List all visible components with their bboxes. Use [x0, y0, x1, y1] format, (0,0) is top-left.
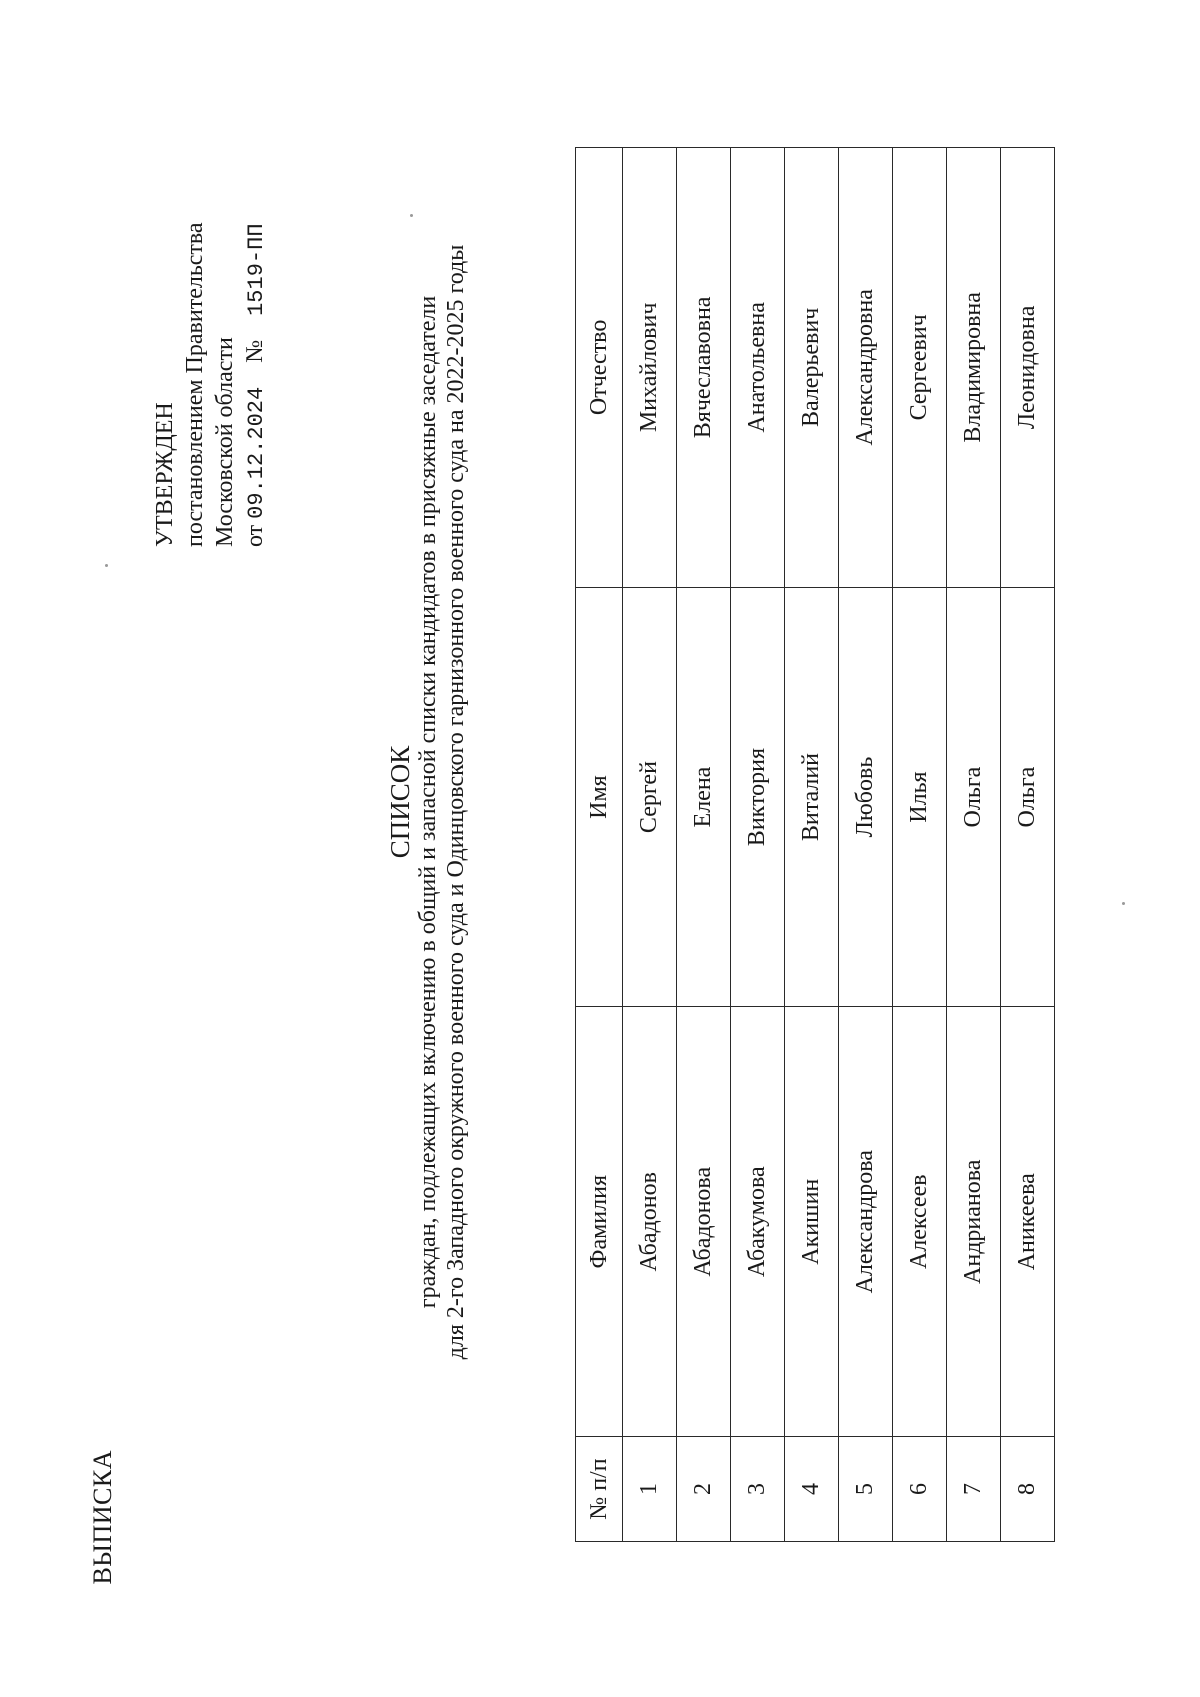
scan-speck — [410, 214, 413, 217]
scan-speck — [1122, 902, 1125, 905]
cell-patronymic: Валерьевич — [785, 148, 839, 588]
cell-surname: Алексеев — [893, 1007, 947, 1437]
table-row — [893, 148, 947, 1542]
table-row — [1001, 148, 1055, 1542]
approval-line-date-number — [240, 222, 272, 547]
cell-patronymic: Сергеевич — [893, 148, 947, 588]
cell-number: 5 — [839, 1437, 893, 1542]
cell-surname: Абадонов — [623, 1007, 677, 1437]
cell-name: Ольга — [1001, 587, 1055, 1007]
cell-name: Илья — [893, 587, 947, 1007]
table-row — [623, 148, 677, 1542]
cell-number: 4 — [785, 1437, 839, 1542]
approval-number-sign: № — [242, 339, 268, 363]
cell-patronymic: Михайлович — [623, 148, 677, 588]
cell-name: Ольга — [947, 587, 1001, 1007]
list-subtitle-line-1: граждан, подлежащих включению в общий и запасной списки кандидатов в присяжные заседатели — [415, 295, 441, 1309]
cell-number: 8 — [1001, 1437, 1055, 1542]
approval-line-issuer: постановлением Правительства — [182, 222, 208, 547]
list-heading — [386, 157, 470, 1447]
approval-number: 1519-ПП — [244, 223, 269, 316]
header-number: № п/п — [576, 1437, 623, 1542]
cell-surname: Аникеева — [1001, 1007, 1055, 1437]
table-header-row — [576, 148, 623, 1542]
cell-name: Елена — [677, 587, 731, 1007]
approval-date-prefix: от — [242, 524, 268, 547]
cell-number: 1 — [623, 1437, 677, 1542]
cell-name: Виталий — [785, 587, 839, 1007]
header-name: Имя — [576, 587, 623, 1007]
approval-line-approved: УТВЕРЖДЕН — [152, 402, 178, 547]
approval-block — [150, 222, 272, 547]
cell-name: Виктория — [731, 587, 785, 1007]
cell-name: Сергей — [623, 587, 677, 1007]
approval-line-region: Московской области — [212, 337, 238, 547]
cell-surname: Абакумова — [731, 1007, 785, 1437]
cell-name: Любовь — [839, 587, 893, 1007]
table-row — [947, 148, 1001, 1542]
cell-patronymic: Анатольевна — [731, 148, 785, 588]
approval-date: 09.12.2024 — [244, 386, 269, 519]
candidates-table — [575, 147, 1055, 1542]
cell-surname: Александрова — [839, 1007, 893, 1437]
header-surname: Фамилия — [576, 1007, 623, 1437]
cell-surname: Акишин — [785, 1007, 839, 1437]
table-row — [839, 148, 893, 1542]
header-patronymic: Отчество — [576, 148, 623, 588]
cell-patronymic: Владимировна — [947, 148, 1001, 588]
table-row — [731, 148, 785, 1542]
cell-number: 2 — [677, 1437, 731, 1542]
cell-patronymic: Вячеславовна — [677, 148, 731, 588]
table-row — [677, 148, 731, 1542]
cell-patronymic: Александровна — [839, 148, 893, 588]
list-title: СПИСОК — [385, 745, 415, 859]
cell-surname: Андрианова — [947, 1007, 1001, 1437]
cell-number: 7 — [947, 1437, 1001, 1542]
cell-patronymic: Леонидовна — [1001, 148, 1055, 588]
cell-number: 3 — [731, 1437, 785, 1542]
document-stamp: ВЫПИСКА — [88, 1450, 117, 1585]
table-row — [785, 148, 839, 1542]
list-subtitle-line-2: для 2-го Западного окружного военного суда и Одинцовского гарнизонного военного суда на 2022-2025 годы — [443, 244, 469, 1360]
scan-speck — [105, 564, 108, 567]
cell-surname: Абадонова — [677, 1007, 731, 1437]
cell-number: 6 — [893, 1437, 947, 1542]
